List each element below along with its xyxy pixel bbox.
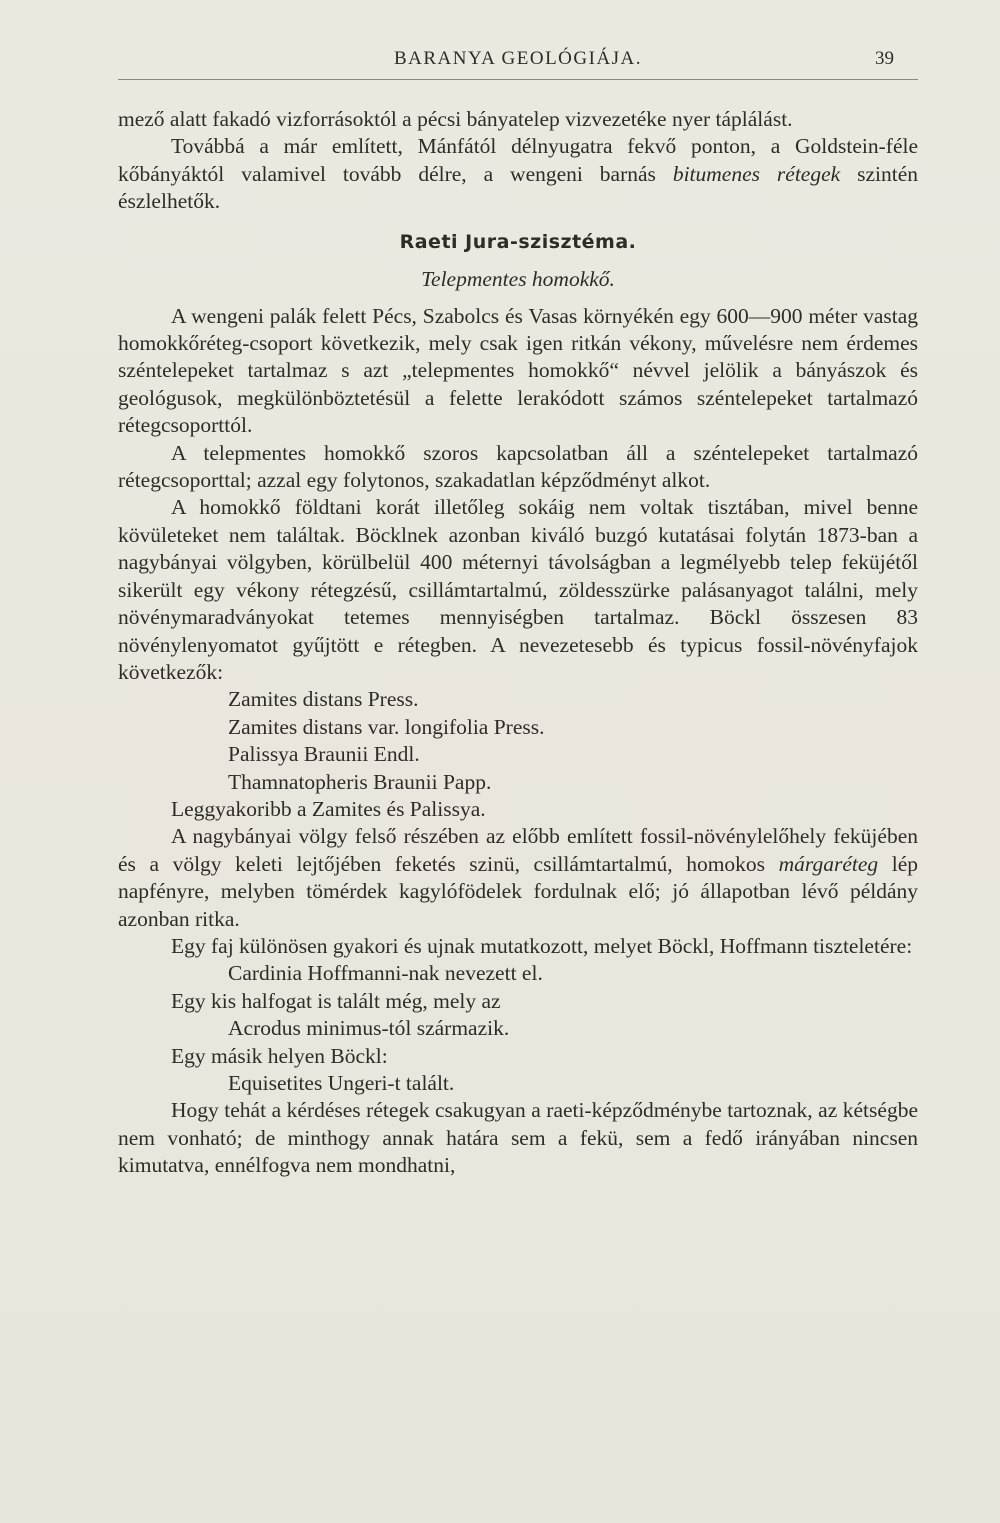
paragraph-continued: mező alatt fakadó vizforrásoktól a pécsi bányatelep vizvezetéke nyer táplálást. xyxy=(118,107,793,131)
species-list xyxy=(118,686,918,796)
paragraph-masik-hely: Egy másik helyen Böckl: xyxy=(171,1043,388,1068)
paragraph-hoffmann: Egy faj különösen gyakori és ujnak mutatkozott, melyet Böckl, Hoffmann tiszteletére: xyxy=(171,933,913,958)
header-rule xyxy=(118,79,918,80)
paragraph-wengeni: A wengeni palák felett Pécs, Szabolcs és Vasas környékén egy 600—900 méter vastag homokkőréteg-csoport következik, mely csak igen ritkán vékony, művelésre nem érdemes széntelepeket tartalmaz s azt „telepmentes homokkő“ névvel jelölik a bányászok és geológusok, megkülönböztetésül a felette lerakódott számos széntelepeket tartalmazó rétegcsoporttól. xyxy=(118,303,918,438)
species-item: Palissya Braunii Endl. xyxy=(228,742,420,767)
species-item-cardinia: Cardinia Hoffmanni-nak nevezett el. xyxy=(228,961,543,986)
paragraph-goldstein xyxy=(118,133,918,215)
section-heading: Raeti Jura-szisztéma. xyxy=(399,230,637,253)
body-text xyxy=(118,106,918,1180)
paragraph-text: A nagybányai völgy felső részében az előbb említett fossil-növénylelőhely feküjében és a völgy keleti lejtőjében feketés szinü, csillámtartalmú, homokos xyxy=(118,824,918,876)
paragraph-text: Továbbá a már említett, Mánfától délnyugatra fekvő ponton, a Goldstein-féle kőbányáktól valamivel tovább délre, a wengeni barnás xyxy=(118,134,918,186)
paragraph-kapcsolat: A telepmentes homokkő szoros kapcsolatban áll a széntelepeket tartalmazó rétegcsoporttal; azzal egy folytonos, szakadatlan képződményt alkot. xyxy=(118,440,918,493)
paragraph-kor: A homokkő földtani korát illetőleg sokáig nem voltak tisztában, mivel benne kövületeket nem találtak. Böcklnek azonban kiváló buzgó kutatásai folytán 1873-ban a nagybányai völgyben, körülbelül 400 méternyi távolságban a legmélyebb telep feküjétől sikerült egy vékony rétegzésű, csillámtartalmú, zöldesszürke palásanyagot találni, mely növénymaradványokat tetemes mennyiségben tartalmaz. Böckl összesen 83 növénylenyomatot gyűjtött e rétegben. A nevezetesebb és typicus fossil-növényfajok következők: xyxy=(118,495,918,684)
running-title: BARANYA GEOLÓGIÁJA. xyxy=(393,48,643,69)
paragraph-raeti: Hogy tehát a kérdéses rétegek csakugyan a raeti-képződménybe tartoznak, az kétségbe nem vonható; de minthogy annak határa sem a fekü, sem a fedő irányában nincsen kimutatva, ennélfogva nem mondhatni, xyxy=(118,1098,918,1178)
paragraph-text: lép napfényre, melyben tömérdek kagylófödelek fordulnak elő; jó állapotban lévő példány azonban ritka. xyxy=(118,851,918,931)
paragraph-nagybanyai xyxy=(118,823,918,933)
running-header xyxy=(118,48,918,82)
species-item-equisetites: Equisetites Ungeri-t talált. xyxy=(228,1071,455,1095)
italic-term: márgaréteg xyxy=(778,851,879,876)
italic-term: bitumenes rétegek xyxy=(672,161,841,186)
subsection-heading: Telepmentes homokkő. xyxy=(421,266,615,291)
species-item: Zamites distans Press. xyxy=(228,687,419,712)
paragraph-leggyakoribb: Leggyakoribb a Zamites és Palissya. xyxy=(171,796,486,821)
species-item-acrodus: Acrodus minimus-tól származik. xyxy=(228,1016,510,1041)
paragraph-halfog: Egy kis halfogat is talált még, mely az xyxy=(171,988,501,1013)
species-item: Thamnatopheris Braunii Papp. xyxy=(228,769,492,794)
species-item: Zamites distans var. longifolia Press. xyxy=(228,714,545,739)
paragraph-text: szintén észlelhetők. xyxy=(118,161,919,214)
page-number: 39 xyxy=(875,48,894,69)
